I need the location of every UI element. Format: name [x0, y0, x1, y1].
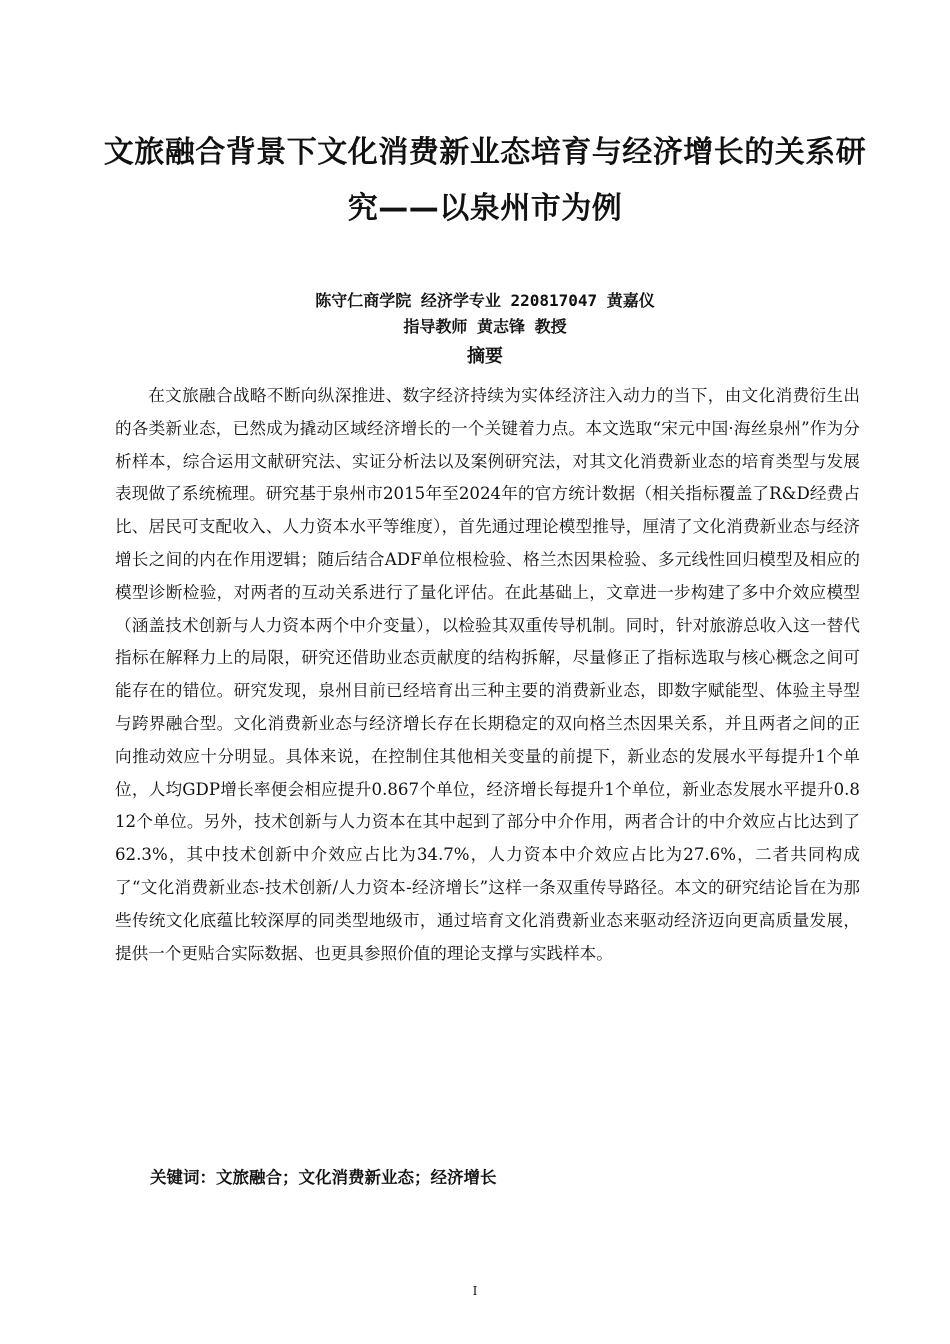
keywords-line: 关键词：文旅融合；文化消费新业态；经济增长 [150, 1168, 497, 1187]
page-number: I [472, 1284, 478, 1298]
abstract-body: 在文旅融合战略不断向纵深推进、数字经济持续为实体经济注入动力的当下，由文化消费衍生出的各类新业态，已然成为撬动区域经济增长的一个关键着力点。本文选取“宋元中国·海丝泉州”作为分析样本，综合运用文献研究法、实证分析法以及案例研究法，对其文化消费新业态的培育类型与发展表现做了系统梳理。研究基于泉州市2015年至2024年的官方统计数据（相关指标覆盖了R&D经费占比、居民可支配收入、人力资本水平等维度），首先通过理论模型推导，厘清了文化消费新业态与经济增长之间的内在作用逻辑；随后结合ADF单位根检验、格兰杰因果检验、多元线性回归模型及相应的模型诊断检验，对两者的互动关系进行了量化评估。在此基础上，文章进一步构建了多中介效应模型（涵盖技术创新与人力资本两个中介变量），以检验其双重传导机制。同时，针对旅游总收入这一替代指标在解释力上的局限，研究还借助业态贡献度的结构拆解，尽量修正了指标选取与核心概念之间可能存在的错位。研究发现，泉州目前已经培育出三种主要的消费新业态，即数字赋能型、体验主导型与跨界融合型。文化消费新业态与经济增长存在长期稳定的双向格兰杰因果关系，并且两者之间的正向推动效应十分明显。具体来说，在控制住其他相关变量的前提下，新业态的发展水平每提升1个单位，人均GDP增长率便会相应提升0.867个单位，经济增长每提升1个单位，新业态发展水平提升0.812个单位。另外，技术创新与人力资本在其中起到了部分中介作用，两者合计的中介效应占比达到了62.3%，其中技术创新中介效应占比为34.7%，人力资本中介效应占比为27.6%，二者共同构成了“文化消费新业态-技术创新/人力资本-经济增长”这样一条双重传导路径。本文的研究结论旨在为那些传统文化底蕴比较深厚的同类型地级市，通过培育文化消费新业态来驱动经济迈向更高质量发展，提供一个更贴合实际数据、也更具参照价值的理论支撑与实践样本。 [115, 386, 860, 963]
abstract-heading: 摘要 [467, 346, 503, 367]
author-line: 陈守仁商学院 经济学专业 220817047 黄嘉仪 [315, 291, 655, 310]
advisor-line: 指导教师 黄志锋 教授 [403, 317, 567, 336]
paper-title-line-1: 文旅融合背景下文化消费新业态培育与经济增长的关系研 [103, 135, 867, 170]
paper-title-line-2: 究——以泉州市为例 [347, 191, 623, 226]
